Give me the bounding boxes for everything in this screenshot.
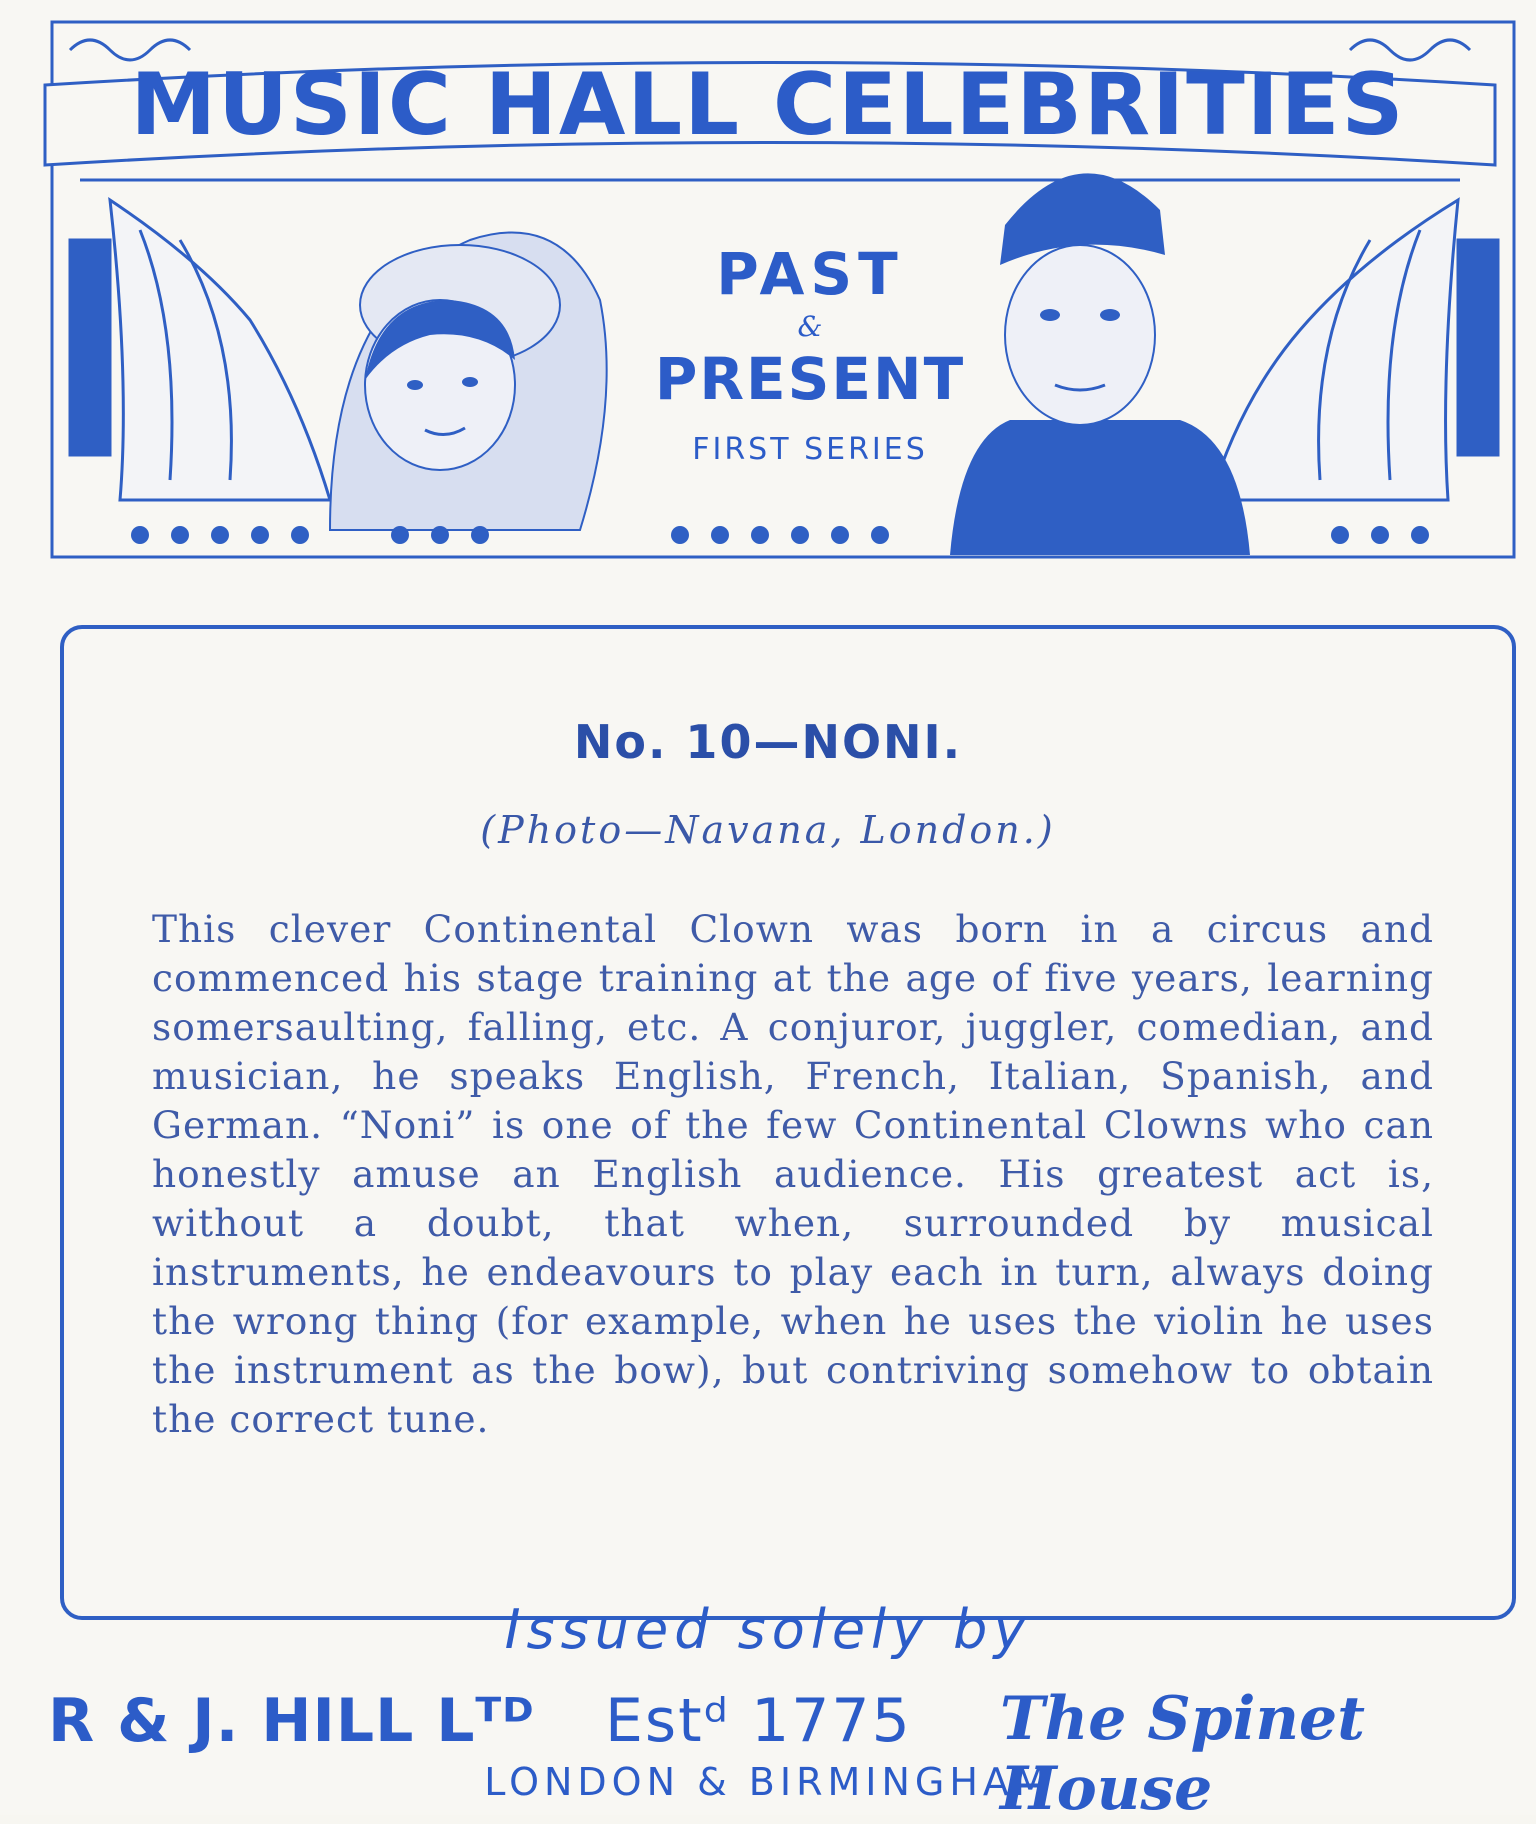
publisher-name: R & J. HILL Lᵀᴰ — [48, 1686, 535, 1756]
biography-text: This clever Continental Clown was born in a circus and commenced his stage training at the age of five years, learning somersaulting, falling, etc. A conjuror, juggler, comedian, and musician, he speaks English, French, Italian, Spanish, and German. “Noni” is one of the few Continental Clowns who can honestly amuse an English audience. His greatest act is, without a doubt, that when, surrounded by musical instruments, he endeavours to play each in turn, always doing the wrong thing (for example, when he uses the violin he uses the instrument as the bow), but contriving somehow to obtain the correct tune. — [152, 907, 1434, 1441]
portrait-woman — [330, 233, 607, 531]
series-label: FIRST SERIES — [692, 432, 928, 467]
subtitle-ampersand: & — [797, 310, 823, 343]
subtitle-past: PAST — [716, 240, 904, 308]
issued-by-line: Issued solely by — [504, 1598, 1032, 1661]
established-year: Estᵈ 1775 — [605, 1686, 912, 1756]
publisher-location: LONDON & BIRMINGHAM — [484, 1760, 1052, 1804]
left-curtain — [70, 200, 330, 500]
right-curtain — [1210, 200, 1498, 500]
photo-credit: (Photo—Navana, London.) — [480, 808, 1056, 852]
subtitle-present: PRESENT — [654, 345, 966, 413]
brand-logo: The Spinet House — [1000, 1684, 1365, 1824]
card-number-heading: No. 10—NONI. — [573, 715, 963, 769]
card-title: MUSIC HALL CELEBRITIES — [130, 55, 1406, 155]
